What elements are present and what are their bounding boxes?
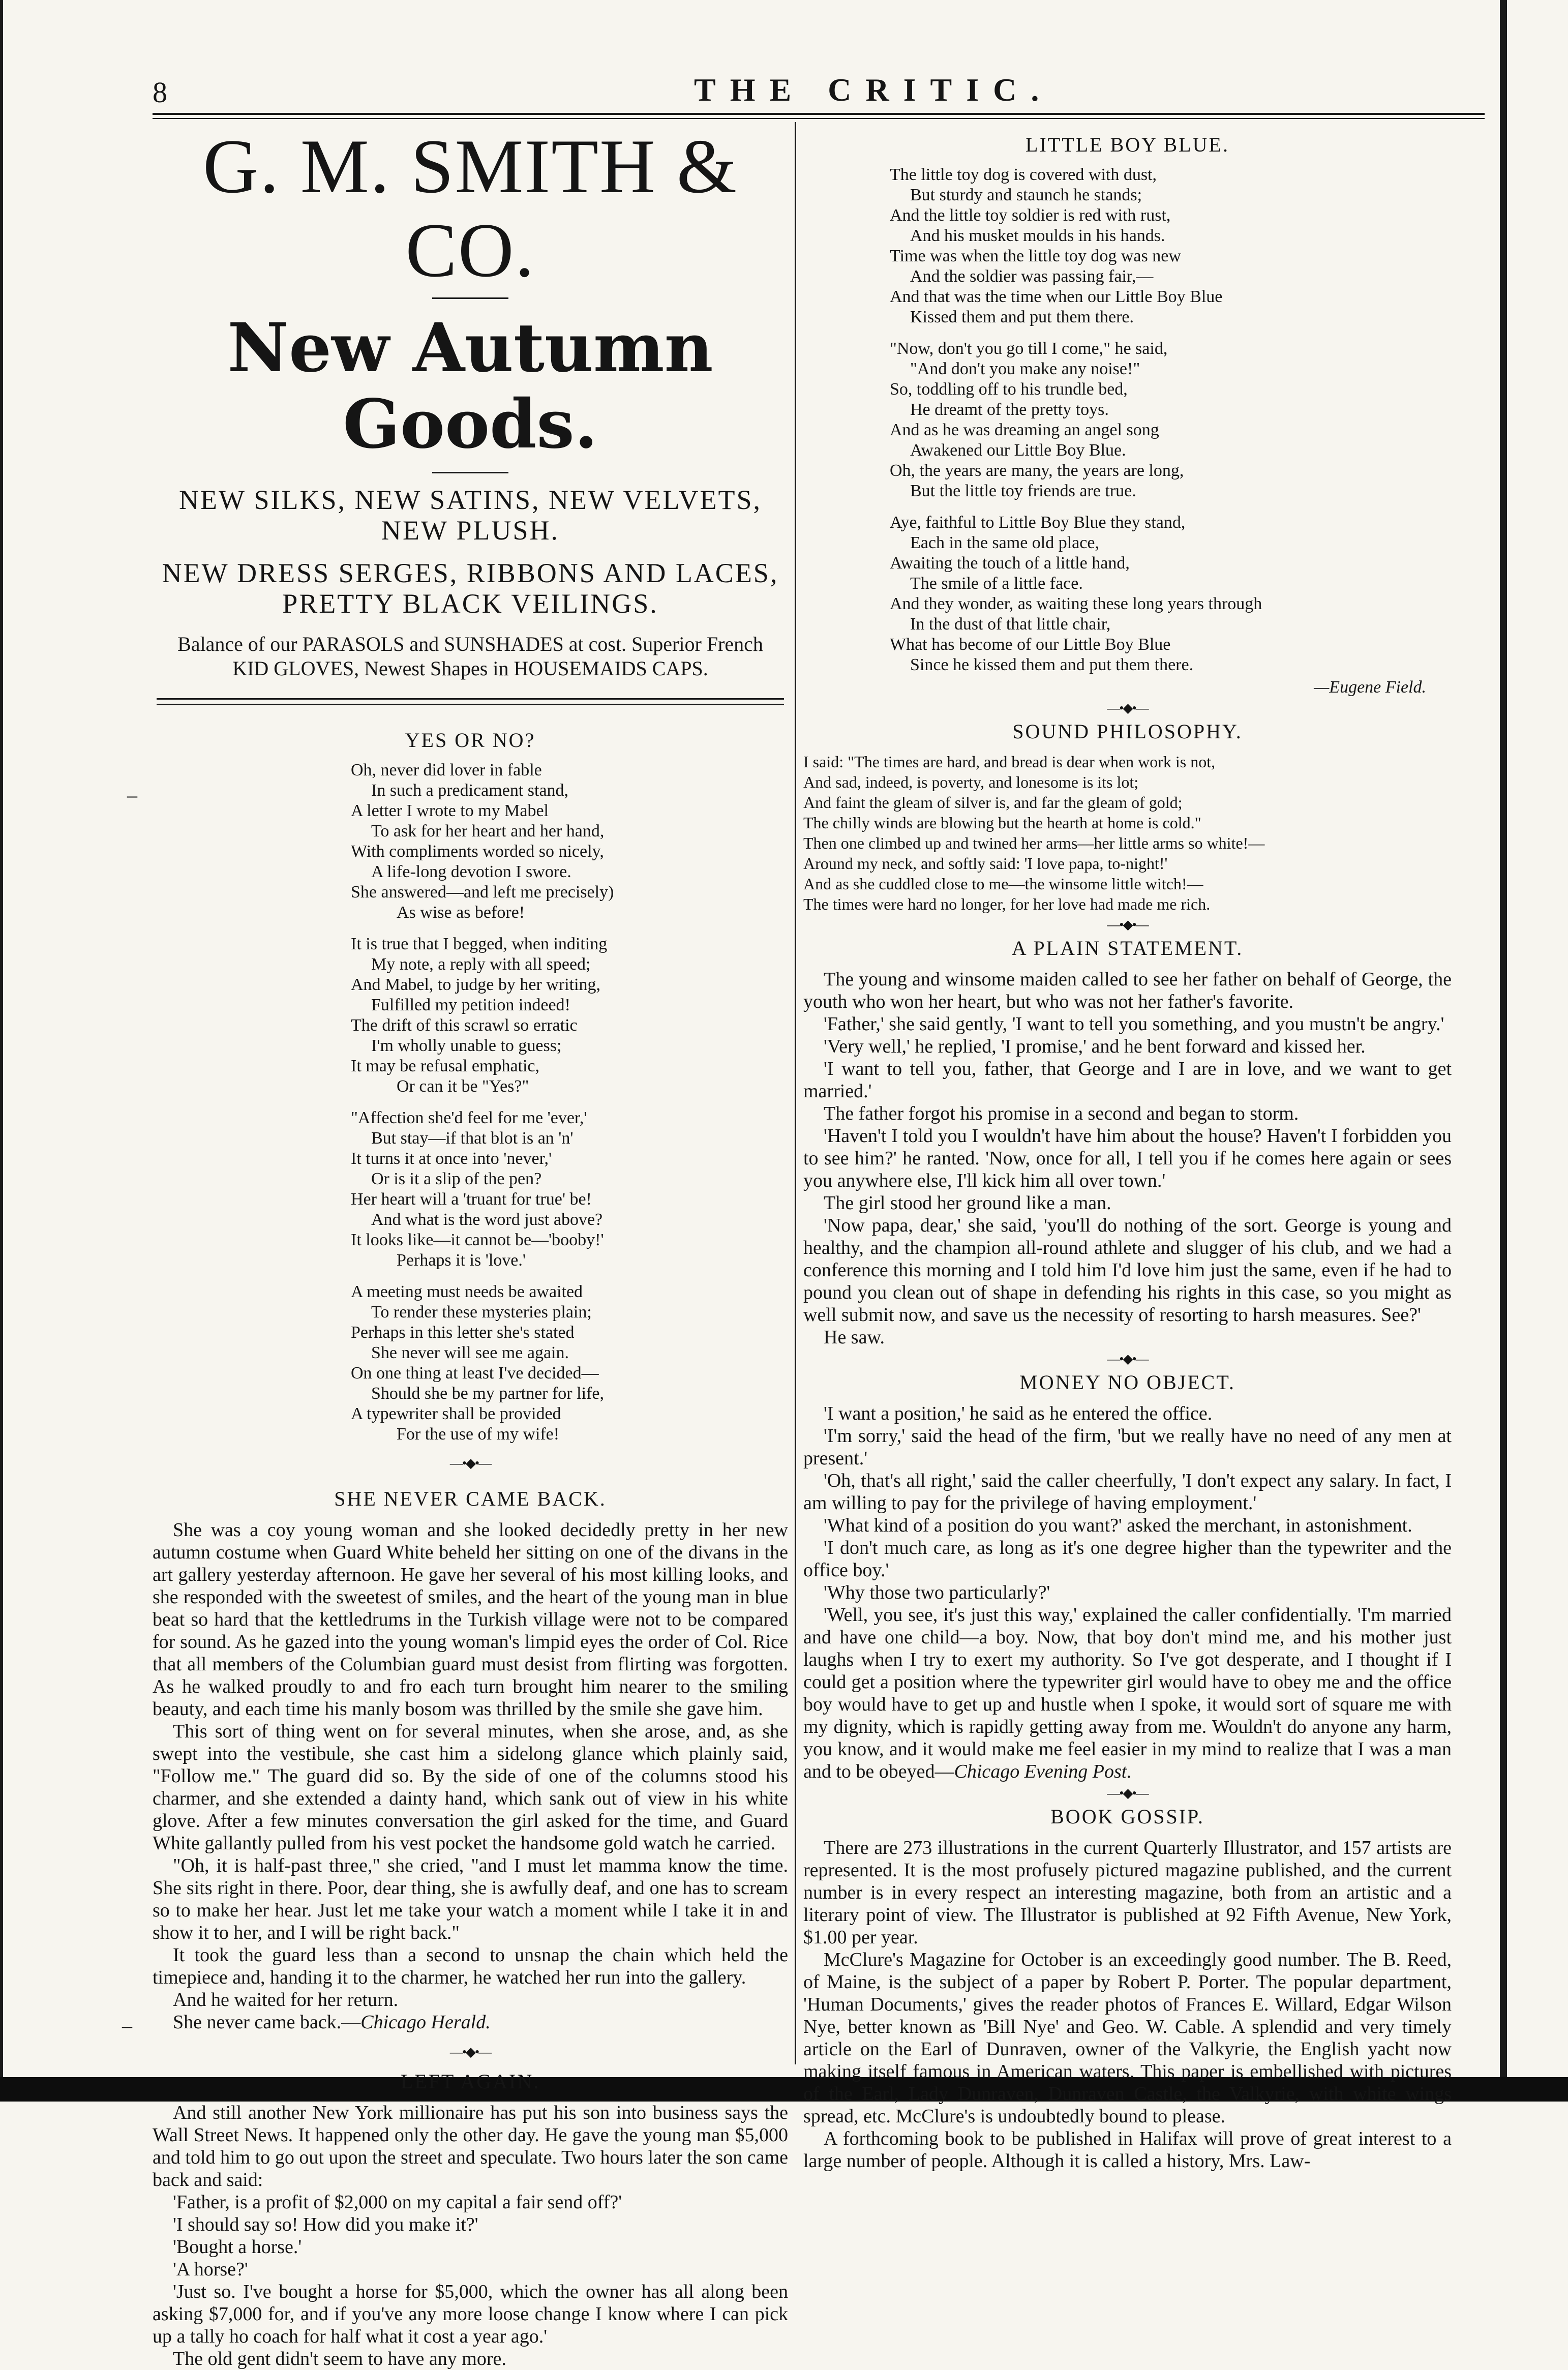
article-paragraph: The old gent didn't seem to have any more. — [173, 2348, 506, 2369]
poem-line: To render these mysteries plain; — [371, 1303, 592, 1322]
right-border — [1500, 0, 1507, 2102]
poem-line: And they wonder, as waiting these long years through — [890, 594, 1262, 613]
article-paragraph: He saw. — [824, 1327, 885, 1348]
poem-line: And what is the word just above? — [371, 1210, 603, 1229]
poem-yes-or-no — [153, 760, 788, 1445]
left-border — [0, 0, 3, 2102]
article-paragraph: "Oh, it is half-past three," she cried, "and I must let mamma know the time. She sits right in there. Poor, dear thing, she is awfully deaf, and one has to scream so to make her hear. Just let me take your watch a moment while I take it in and show it to her, and I will be right back." — [153, 1855, 788, 1943]
poem-line: It may be refusal emphatic, — [351, 1057, 540, 1075]
article-paragraph: 'Father, is a profit of $2,000 on my capital a fair send off?' — [173, 2192, 622, 2213]
poem-line: And sad, indeed, is poverty, and lonesome is its lot; — [803, 773, 1139, 791]
article-title: BOOK GOSSIP. — [1050, 1805, 1204, 1828]
poem-line: My note, a reply with all speed; — [371, 955, 591, 974]
column-divider — [795, 122, 796, 2064]
article-paragraph: McClure's Magazine for October is an exceedingly good number. The B. Reed, of Maine, is the subject of a paper by Robert P. Porter. The popular department, 'Human Documents,' gives the reader photos of Frances E. Willard, Edgar Wilson Nye, better known as 'Bill Nye' and Geo. W. Cable. A splendid and very timely article on the Earl of Dunraven, owner of the Valkyrie, the English yacht now making itself famous in American waters. This paper is embellished with pictures of the Earl, Lady Dunraven, Dunraven Castle, the Valkyrie, with white wings spread, etc. McClure's is undoubtedly bound to please. — [803, 1949, 1452, 2127]
poem-stanza — [890, 339, 1452, 501]
poem-line: In such a predicament stand, — [371, 781, 569, 800]
left-column — [153, 125, 788, 2370]
poem-line: She never will see me again. — [371, 1343, 569, 1362]
closing-text: She never came back.— — [173, 2012, 361, 2033]
poem-stanza — [890, 165, 1452, 327]
article-paragraph: The father forgot his promise in a second and began to storm. — [824, 1103, 1299, 1124]
article-paragraph: 'I want to tell you, father, that George and I are in love, and we want to get married.' — [803, 1058, 1452, 1102]
poem-title: YES OR NO? — [405, 729, 536, 752]
header-rule-2 — [153, 118, 1485, 119]
article-paragraph: This sort of thing went on for several minutes, when she arose, and, as she swept into the vestibule, she cast him a sidelong glance which plainly said, "Follow me." The guard did so. By the side of one of the columns stood his charmer, and she extended a dainty hand, which sank out of view in his white glove. After a few minutes conversation the girl asked for the time, and Guard White gallantly pulled from his vest pocket the handsome gold watch he carried. — [153, 1721, 788, 1854]
ad-line-2: NEW DRESS SERGES, RIBBONS AND LACES, PRETTY BLACK VEILINGS. — [162, 558, 779, 619]
article-closing — [153, 2011, 788, 2033]
poem-line: "And don't you make any noise!" — [910, 359, 1140, 378]
poem-line: Since he kissed them and put them there. — [910, 655, 1194, 674]
ad-line-1: NEW SILKS, NEW SATINS, NEW VELVETS, NEW PLUSH. — [178, 485, 762, 546]
poem-line: The smile of a little face. — [910, 574, 1083, 593]
article-title: MONEY NO OBJECT. — [1019, 1371, 1235, 1394]
poem-line: The chilly winds are blowing but the hearth at home is cold." — [803, 814, 1201, 832]
article-title: LEFT AGAIN. — [400, 2070, 540, 2093]
poem-stanza — [351, 1108, 788, 1271]
article-paragraph: She was a coy young woman and she looked decidedly pretty in her new autumn costume when Guard White beheld her sitting on one of the divans in the art gallery yesterday afternoon. He gave her several of his most killing looks, and she responded with the sweetest of smiles, and the heart of the young man in blue beat so hard that the kettledrums in the Turkish village were not to be compared for sound. As he gazed into the young woman's limpid eyes the order of Col. Rice that all members of the Columbian guard must desist from flirting was forgotten. As he walked proudly to and fro each turn brought him nearer to the smiling beauty, and each time his manly bosom was thrilled by the smile she gave him. — [153, 1519, 788, 1720]
margin-mark: – — [122, 2014, 132, 2037]
poem-line: And his musket moulds in his hands. — [910, 226, 1165, 245]
section-ornament: —•◆•— — [1107, 701, 1148, 715]
poem-line: Perhaps in this letter she's stated — [351, 1323, 575, 1342]
ad-tagline: New Autumn Goods. — [227, 309, 713, 464]
poem-line: Oh, the years are many, the years are long, — [890, 461, 1184, 480]
poem-line: And the soldier was passing fair,— — [910, 267, 1154, 286]
poem-line: The times were hard no longer, for her love had made me rich. — [803, 895, 1211, 913]
margin-mark: – — [127, 784, 137, 806]
article-paragraph: 'Haven't I told you I wouldn't have him about the house? Haven't I forbidden you to see him?' he ranted. 'Now, once for all, I tell you if he comes here again or sees you anywhere else, I'll kick him all over town.' — [803, 1125, 1452, 1191]
poem-line: But sturdy and staunch he stands; — [910, 186, 1142, 204]
poem-line: A life-long devotion I swore. — [371, 862, 571, 881]
ad-company: G. M. SMITH & CO. — [202, 124, 738, 293]
article-paragraph: 'Oh, that's all right,' said the caller cheerfully, 'I don't expect any salary. In fact, I am willing to pay for the privilege of having employment.' — [803, 1470, 1452, 1514]
poem-author: —Eugene Field. — [1314, 678, 1426, 697]
poem-line: So, toddling off to his trundle bed, — [890, 380, 1128, 399]
article-paragraph: 'Bought a horse.' — [173, 2236, 302, 2258]
poem-line: Awaiting the touch of a little hand, — [890, 554, 1130, 573]
poem-line: She answered—and left me precisely) — [351, 883, 614, 902]
masthead-title: THE CRITIC. — [694, 72, 1053, 108]
article-paragraph: 'Now papa, dear,' she said, 'you'll do nothing of the sort. George is young and healthy, and the champion all-round athlete and slugger of his club, and we had a conference this morning and I told him I'd love him just the same, even if he had to pound you clean out of shape in defending his rights in this case, so you might as well submit now, and save us the necessity of resorting to harsh measures. See?' — [803, 1215, 1452, 1326]
poem-little-boy-blue — [803, 165, 1452, 698]
article-title: SHE NEVER CAME BACK. — [334, 1487, 607, 1510]
ad-rule — [432, 297, 508, 299]
article-source: Chicago Herald. — [360, 2012, 491, 2033]
poem-line: Kissed them and put them there. — [910, 308, 1134, 326]
poem-line: He dreamt of the pretty toys. — [910, 400, 1109, 419]
ad-line-4: KID GLOVES, Newest Shapes in HOUSEMAIDS CAPS. — [232, 657, 708, 680]
poem-stanza — [351, 760, 788, 923]
poem-line: I said: "The times are hard, and bread is dear when work is not, — [803, 753, 1216, 771]
poem-line: In the dust of that little chair, — [910, 615, 1111, 634]
poem-line: What has become of our Little Boy Blue — [890, 635, 1171, 654]
poem-line: Aye, faithful to Little Boy Blue they stand, — [890, 513, 1186, 532]
poem-line: "Affection she'd feel for me 'ever,' — [351, 1108, 587, 1127]
article-paragraph: A forthcoming book to be published in Halifax will prove of great interest to a large number of people. Although it is called a history, Mrs. Law- — [803, 2128, 1452, 2172]
section-ornament: —•◆•— — [1107, 1352, 1148, 1366]
poem-sound-philosophy — [803, 752, 1452, 914]
section-ornament: —•◆•— — [449, 2045, 491, 2059]
article-paragraph: 'I'm sorry,' said the head of the firm, 'but we really have no need of any men at present.' — [803, 1425, 1452, 1469]
poem-line: The little toy dog is covered with dust, — [890, 165, 1157, 184]
poem-line: For the use of my wife! — [397, 1425, 560, 1444]
poem-line: But stay—if that blot is an 'n' — [371, 1129, 574, 1148]
article-paragraph: 'Just so. I've bought a horse for $5,000, which the owner has all along been asking $7,000 for, and if you've any more loose change I know where I can pick up a tally ho coach for half what it cost a year ago.' — [153, 2281, 788, 2347]
poem-line: A meeting must needs be awaited — [351, 1282, 583, 1301]
ad-rule-2 — [432, 472, 508, 473]
article-paragraph: 'Why those two particularly?' — [824, 1582, 1050, 1603]
article-paragraph: There are 273 illustrations in the current Quarterly Illustrator, and 157 artists are represented. It is the most profusely pictured magazine published, and the current number is in every respect an interesting magazine, both from an artistic and a literary point of view. The Illustrator is published at 92 Fifth Avenue, New York, $1.00 per year. — [803, 1837, 1452, 1948]
poem-line: A typewriter shall be provided — [351, 1404, 561, 1423]
poem-line: On one thing at least I've decided— — [351, 1364, 599, 1383]
section-ornament: —•◆•— — [449, 1456, 491, 1471]
poem-line: I'm wholly unable to guess; — [371, 1036, 562, 1055]
paragraph-text: 'Well, you see, it's just this way,' explained the caller confidentially. 'I'm married and have one child—a boy. Now, that boy don't mind me, and his mother just laughs when I try to exert my authority. So I've got desperate, and I thought if I could get a position where the typewriter girl would have to obey me and the office boy would have to get up and hustle when I spoke, it would sort of square me with my dignity, which is rapidly getting away from me. Wouldn't do anyone any harm, you know, and it would make me feel easier in my mind to realize that I was a man and to be obeyed— — [803, 1604, 1452, 1782]
poem-line: A letter I wrote to my Mabel — [351, 801, 549, 820]
article-paragraph: 'I want a position,' he said as he entered the office. — [824, 1403, 1213, 1424]
poem-line: It looks like—it cannot be—'booby!' — [351, 1231, 604, 1249]
article-paragraph: And still another New York millionaire has put his son into business says the Wall Street News. It happened only the other day. He gave the young man $5,000 and told him to go out upon the street and speculate. Two hours later the son came back and said: — [153, 2102, 788, 2191]
poem-line: And as he was dreaming an angel song — [890, 421, 1159, 439]
poem-line: And faint the gleam of silver is, and far the gleam of gold; — [803, 793, 1183, 812]
poem-line: And Mabel, to judge by her writing, — [351, 975, 601, 994]
header-rule — [153, 113, 1485, 115]
poem-line: And as she cuddled close to me—the winsome little witch!— — [803, 875, 1203, 893]
article-paragraph: The girl stood her ground like a man. — [824, 1192, 1111, 1214]
poem-line: Then one climbed up and twined her arms—her little arms so white!— — [803, 834, 1265, 852]
article-paragraph: And he waited for her return. — [173, 1989, 399, 2011]
poem-line: Around my neck, and softly said: 'I love papa, to-night!' — [803, 854, 1168, 873]
poem-line: The drift of this scrawl so erratic — [351, 1016, 578, 1035]
poem-line: Perhaps it is 'love.' — [397, 1251, 526, 1270]
article-paragraph: It took the guard less than a second to unsnap the chain which held the timepiece and, handing it to the charmer, he watched her run into the gallery. — [153, 1944, 788, 1988]
ad-double-rule — [157, 698, 784, 705]
poem-line: It turns it at once into 'never,' — [351, 1149, 552, 1168]
article-title: A PLAIN STATEMENT. — [1011, 937, 1244, 959]
page-number: 8 — [153, 76, 167, 109]
poem-line: And that was the time when our Little Boy Blue — [890, 287, 1223, 306]
article-paragraph: 'I don't much care, as long as it's one degree higher than the typewriter and the office boy.' — [803, 1537, 1452, 1581]
poem-line: Awakened our Little Boy Blue. — [910, 441, 1126, 460]
section-ornament: —•◆•— — [1107, 917, 1148, 932]
poem-title: LITTLE BOY BLUE. — [1026, 133, 1229, 156]
poem-stanza — [351, 934, 788, 1097]
poem-line: With compliments worded so nicely, — [351, 842, 604, 861]
poem-line: Time was when the little toy dog was new — [890, 247, 1181, 265]
poem-stanza — [890, 513, 1452, 675]
poem-line: Should she be my partner for life, — [371, 1384, 604, 1403]
poem-stanza — [351, 1282, 788, 1445]
article-paragraph — [803, 1604, 1452, 1783]
right-column — [803, 132, 1452, 2172]
poem-line: Her heart will a 'truant for true' be! — [351, 1190, 592, 1209]
poem-line: Or is it a slip of the pen? — [371, 1169, 542, 1188]
poem-line: Oh, never did lover in fable — [351, 761, 542, 779]
poem-line: And the little toy soldier is red with rust, — [890, 206, 1171, 225]
article-paragraph: 'I should say so! How did you make it?' — [173, 2214, 478, 2235]
article-paragraph: 'What kind of a position do you want?' asked the merchant, in astonishment. — [824, 1515, 1412, 1536]
article-paragraph: The young and winsome maiden called to see her father on behalf of George, the youth who won her heart, but who was not her father's favorite. — [803, 969, 1452, 1012]
article-paragraph: 'Father,' she said gently, 'I want to tell you something, and you mustn't be angry.' — [824, 1013, 1444, 1035]
poem-line: "Now, don't you go till I come," he said, — [890, 339, 1168, 358]
poem-line: But the little toy friends are true. — [910, 482, 1136, 500]
poem-line: As wise as before! — [397, 903, 525, 922]
poem-line: It is true that I begged, when inditing — [351, 935, 608, 953]
poem-line: To ask for her heart and her hand, — [371, 822, 605, 841]
article-paragraph: 'A horse?' — [173, 2259, 248, 2280]
section-ornament: —•◆•— — [1107, 1786, 1148, 1801]
article-paragraph: 'Very well,' he replied, 'I promise,' and he bent forward and kissed her. — [824, 1036, 1366, 1057]
poem-line: Fulfilled my petition indeed! — [371, 996, 570, 1014]
article-source: Chicago Evening Post. — [954, 1761, 1132, 1782]
ad-line-3: Balance of our PARASOLS and SUNSHADES at cost. Superior French — [177, 633, 763, 655]
poem-line: Each in the same old place, — [910, 533, 1099, 552]
poem-line: Or can it be "Yes?" — [397, 1077, 529, 1096]
poem-title: SOUND PHILOSOPHY. — [1012, 720, 1243, 743]
